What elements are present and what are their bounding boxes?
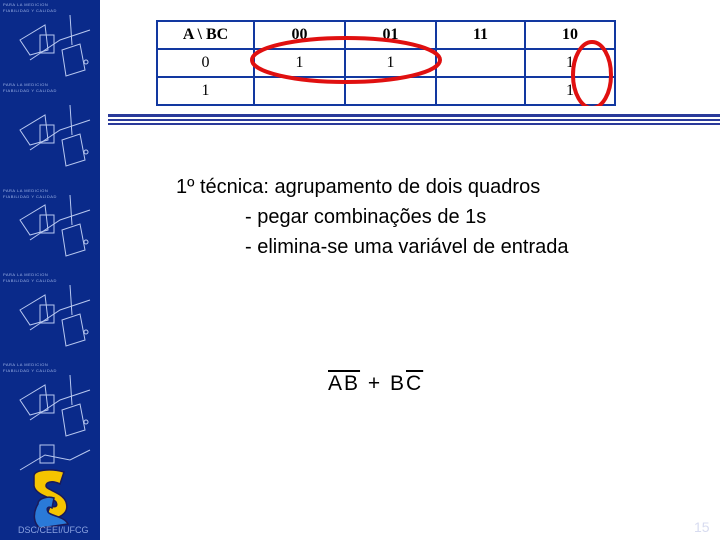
sidebar-caption: PARA LA MEDICION xyxy=(3,272,49,277)
sidebar-caption: PARA LA MEDICION xyxy=(3,362,49,367)
kmap-cell xyxy=(255,78,344,104)
kmap-cell xyxy=(437,50,524,76)
kmap-cell: 1 xyxy=(526,78,614,104)
kmap-col-header: 10 xyxy=(526,22,614,48)
sidebar-caption: FIABILIDAD Y CALIDAD xyxy=(3,194,57,199)
kmap-row-label: 0 xyxy=(158,50,253,76)
circuit-drawing-icon xyxy=(0,180,100,270)
expr-term-b-bar: $\overline{B}$ xyxy=(344,372,361,395)
kmap-cell: 1 xyxy=(255,50,344,76)
sidebar-tile xyxy=(0,360,100,450)
circuit-drawing-icon xyxy=(0,270,100,360)
expr-term-b: B xyxy=(389,372,406,395)
kmap-row-label: 1 xyxy=(158,78,253,104)
sidebar-caption: FIABILIDAD Y CALIDAD xyxy=(3,278,57,283)
expr-plus: + xyxy=(367,372,383,395)
horizontal-divider xyxy=(108,114,720,128)
dsc-logo xyxy=(20,468,82,530)
kmap-cell: 1 xyxy=(526,50,614,76)
technique-heading: 1º técnica: agrupamento de dois quadros xyxy=(176,176,541,198)
logo-caption: DSC/CEEI/UFCG xyxy=(18,525,89,535)
kmap-cell xyxy=(346,78,435,104)
sidebar-caption: FIABILIDAD Y CALIDAD xyxy=(3,368,57,373)
circuit-drawing-icon xyxy=(0,360,100,450)
kmap-col-header: 00 xyxy=(255,22,344,48)
expr-term-a-bar: $\overline{A}$ xyxy=(328,372,345,395)
technique-step: - elimina-se uma variável de entrada xyxy=(245,236,569,258)
kmap-col-header: 11 xyxy=(437,22,524,48)
sidebar-caption: PARA LA MEDICION xyxy=(3,188,49,193)
boolean-expression xyxy=(328,372,423,396)
sidebar-caption: PARA LA MEDICION xyxy=(3,2,49,7)
sidebar-tile xyxy=(0,0,100,90)
sidebar-tile xyxy=(0,180,100,270)
expr-term-c-bar: $\overline{C}$ xyxy=(406,372,424,395)
sidebar-caption: FIABILIDAD Y CALIDAD xyxy=(3,8,57,13)
sidebar-tile xyxy=(0,82,100,180)
technique-step: - pegar combinações de 1s xyxy=(245,206,487,228)
karnaugh-map-table xyxy=(156,20,616,106)
kmap-cell xyxy=(437,78,524,104)
circuit-drawing-icon xyxy=(0,0,100,90)
sidebar-tile xyxy=(0,270,100,360)
kmap-col-header: 01 xyxy=(346,22,435,48)
circuit-drawing-icon xyxy=(0,90,100,180)
slide-number: 15 xyxy=(694,519,710,535)
sidebar-caption: PARA LA MEDICION xyxy=(3,82,49,87)
kmap-corner-header: A \ BC xyxy=(158,22,253,48)
decorative-sidebar xyxy=(0,0,100,540)
sidebar-caption: FIABILIDAD Y CALIDAD xyxy=(3,88,57,93)
kmap-cell: 1 xyxy=(346,50,435,76)
